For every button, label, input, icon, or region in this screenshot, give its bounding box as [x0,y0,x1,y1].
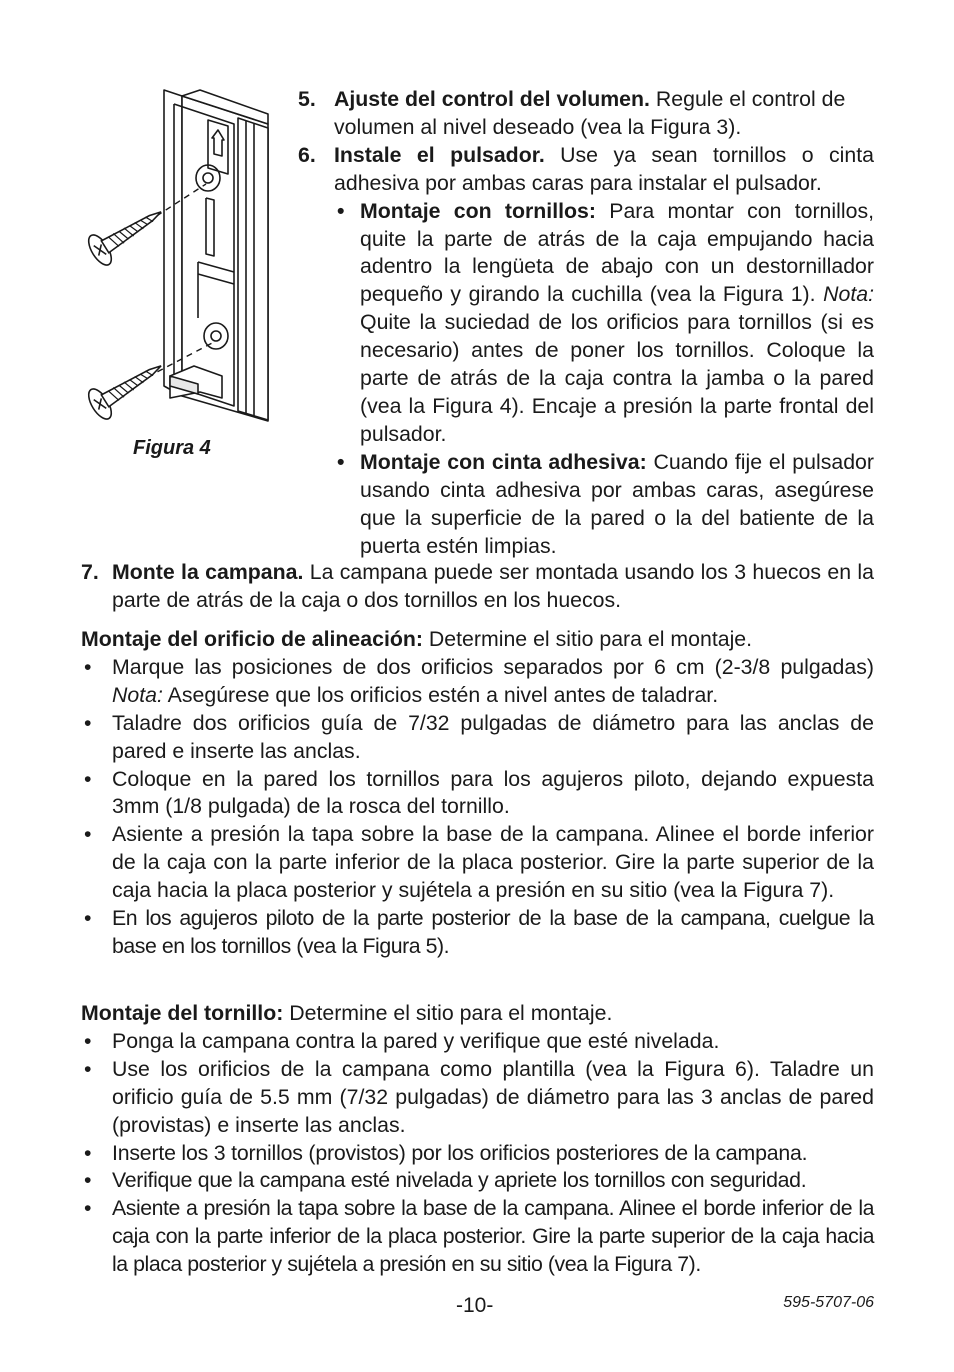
list-item [81,1028,874,1056]
step-text: Regule el control de volumen al nivel deseado (vea la Figura 3). [334,87,846,139]
section-title: Montaje del orificio de alineación: [81,627,423,651]
bullet-glyph: • [84,710,92,735]
screw-section [81,1000,874,1279]
step-title: Ajuste del control del volumen. [334,87,650,111]
sub-screws [334,198,874,449]
item-text: Coloque en la pared los tornillos para los agujeros piloto, dejando expuesta 3mm (1/8 pulgada) de la rosca del tornillo. [112,766,874,819]
step-7-block [81,559,874,615]
item-text: Taladre dos orificios guía de 7/32 pulgadas de diámetro para las anclas de pared e inserte las anclas. [112,710,874,763]
bullet-glyph: • [84,1140,92,1165]
list-item [81,766,874,822]
section-heading [81,1000,874,1028]
step-title: Instale el pulsador. [334,142,545,167]
item-text: Asiente a presión la tapa sobre la base de la campana. Alinee el borde inferior de la caja con la parte inferior de la placa posterior. Gire la parte superior de la caja hacia la placa posterior y sujétela a presión en su sitio (vea la Figura 7). [112,822,874,903]
step-7 [81,559,874,615]
list-item [81,905,874,961]
section-heading [81,626,874,654]
bullet-glyph: • [84,1168,92,1193]
item-text: Inserte los 3 tornillos (provistos) por los orificios posteriores de la campana. [112,1140,808,1165]
item-text: Ponga la campana contra la pared y verifique que esté nivelada. [112,1028,720,1053]
page-number: -10- [456,1294,494,1317]
bullet-glyph: • [84,1028,92,1053]
section-text: Determine el sitio para el montaje. [423,627,753,651]
bullet-glyph: • [84,1196,92,1221]
sub-title: Montaje con cinta adhesiva: [360,449,647,474]
list-item [81,1167,874,1195]
list-item [81,821,874,905]
bullet-glyph: • [337,198,345,223]
bullet-glyph: • [84,906,92,931]
step-title: Monte la campana. [112,560,304,584]
alignment-section [81,626,874,961]
figure-caption: Figura 4 [133,437,211,459]
figure-4-illustration [78,86,278,431]
bullet-glyph: • [337,449,345,474]
item-text: Marque las posiciones de dos orificios separados por 6 cm (2-3/8 pulgadas) [112,654,874,679]
item-text: Asegúrese que los orificios estén a nivel antes de taladrar. [162,682,719,707]
item-text: En los agujeros piloto de la parte posterior de la base de la campana, cuelgue la base en los tornillos (vea la Figura 5). [112,906,874,958]
list-item [81,1056,874,1140]
steps-right-column [298,86,874,560]
bullet-glyph: • [84,766,92,791]
list-item [81,654,874,710]
note-label: Nota: [823,282,874,307]
sub-adhesive [334,449,874,561]
list-item [81,710,874,766]
note-label: Nota: [112,682,163,707]
sub-text: Quite la suciedad de los orificios para tornillos (si es necesario) antes de poner los tornillos. Coloque la parte de atrás de la caja contra la jamba o la pared (vea la Figura 4). Encaje a presión la parte frontal del pulsador. [360,310,874,446]
step-6 [298,142,874,561]
step-text: La campana puede ser montada usando los 3 huecos en la parte de atrás de la caja o dos tornillos en los huecos. [112,560,874,612]
step-text: Use ya sean tornillos o cinta adhesiva por ambas caras para instalar el pulsador. [334,142,874,195]
list-item [81,1195,874,1279]
section-title: Montaje del tornillo: [81,1001,284,1025]
sub-text: Para montar con tornillos, quite la parte de atrás de la caja empujando hacia adentro la lengüeta de abajo con un destornillador pequeño y girando la cuchilla (vea la Figura 1). [360,198,875,307]
step-5 [298,86,874,142]
section-text: Determine el sitio para el montaje. [283,1001,613,1025]
sub-title: Montaje con tornillos: [360,198,596,223]
step-number: 7. [81,560,99,584]
list-item [81,1140,874,1168]
bullet-glyph: • [84,654,92,679]
bullet-glyph: • [84,822,92,847]
step-number: 5. [298,87,316,111]
item-text: Verifique que la campana esté nivelada y apriete los tornillos con seguridad. [112,1168,807,1193]
item-text: Use los orificios de la campana como plantilla (vea la Figura 6). Taladre un orificio guía de 5.5 mm (7/32 pulgadas) de diámetro para las 3 anclas de pared (provistas) e inserte las anclas. [112,1056,874,1137]
document-code: 595-5707-06 [783,1294,874,1311]
sub-text: Cuando fije el pulsador usando cinta adhesiva por ambas caras, asegúrese que la superficie de la pared o la del batiente de la puerta estén limpias. [360,449,874,558]
item-text: Asiente a presión la tapa sobre la base de la campana. Alinee el borde inferior de la caja con la parte inferior de la placa posterior. Gire la parte superior de la caja hacia la placa posterior y sujétela a presión en su sitio (vea la Figura 7). [112,1196,874,1277]
bullet-glyph: • [84,1056,92,1081]
step-number: 6. [298,142,316,167]
